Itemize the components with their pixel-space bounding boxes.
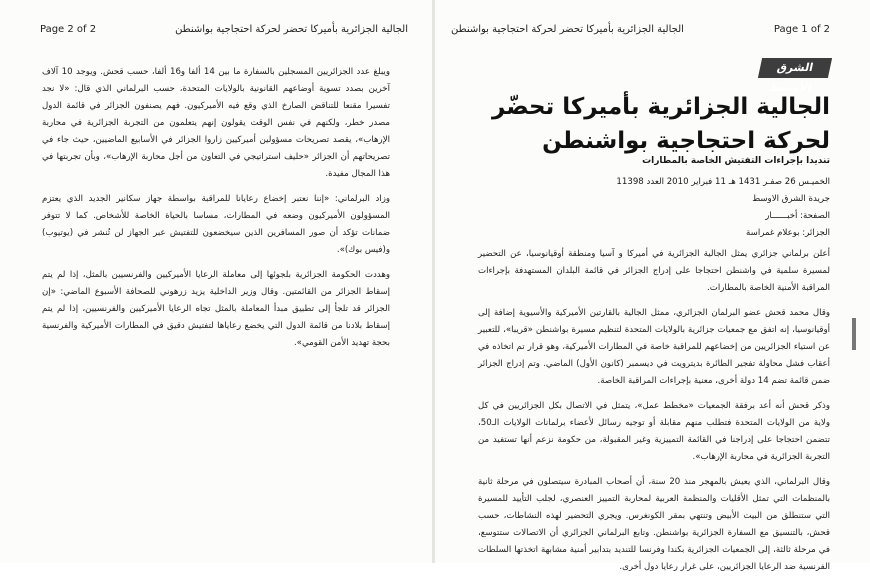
right-paragraph-4: وقال البرلماني، الذي يعيش بالمهجر منذ 20 سنة، أن أصحاب المبادرة سيتصلون في مرحلة ثانية بالمنظمات التي تمثل الأقليات والمنظمة العربية لمحاربة التمييز العنصري، لجلب التأييد للمسيرة التي ستنطلق من البيت الأبيض وتنتهي بمقر الكونغرس. ويجري التحضير لهذه النشاطات، حسب قحش، بالتنسيق مع السفارة الجزائرية بواشنطن. وتابع البرلماني الجزائري أن الاتصالات ستتوسع، في مرحلة ثالثة، إلى الجمعيات الجزائرية بكندا وفرنسا للتنديد بتدابير أمنية مشابهة اتخذتها السلطات الفرنسية ضد الرعايا الجزائريين، على غرار رعايا دول أخرى. bbox=[478, 477, 830, 572]
right-paragraph-3: وذكر قحش أنه أعد برفقة الجمعيات «مخطط عمل»، يتمثل في الاتصال بكل الجزائريين في كل ولاية من الولايات المتحدة فتطلب منهم مقابلة أو توجيه رسائل لأعضاء برلمانات الولايات الـ50، تتضمن احتجاجا على إدراجنا في القائمة التمييزية وغير المقبولة، من حكومة نزعم أنها تستفيد من التجربة الجزائرية في محاربة الإرهاب». bbox=[478, 401, 830, 462]
right-paragraph-2: وقال محمد قحش عضو البرلمان الجزائري، ممثل الجالية بالقارتين الأميركية والأسيوية إضافة إلى أوقيانوسيا، إنه اتفق مع جمعيات جزائرية بالولايات المتحدة لتنظيم مسيرة بواشنطن «قريبا»، للتعبير عن استياء الجزائريين من إخضاعهم للمراقبة خاصة في المطارات الأميركية، وهو قرار تم اتخاذه في أعقاب فشل محاولة تفجير الطائرة بديترويت في ديسمبر (كانون الأول) الماضي. وتم إدراج الجزائر ضمن قائمة تضم 14 دولة أخرى، معنية بإجراءات المراقبة الخاصة. bbox=[478, 308, 830, 386]
article-meta bbox=[530, 174, 830, 242]
left-page bbox=[0, 0, 432, 563]
left-paragraph-1: ويبلغ عدد الجزائريين المسجلين بالسفارة ما بين 14 ألفا و16 ألفا، حسب قحش. ويوجد 10 آلاف آخرين بصدد تسوية أوضاعهم القانونية بالولايات المتحدة، حسب البرلماني الذي قال: «لا نجد تفسيرا مقنعا للتناقض الصارخ الذي وقع فيه الأميركيون. فهم يصنفون الجزائر في قائمة الدول مصدر خطر، ولكنهم في نفس الوقت يقولون إنهم يتعلمون من التجربة الجزائرية في محاربة الإرهاب»، يقصد تصريحات مسؤولين أميركيين زاروا الجزائر في الأسابيع الماضيين، حيث جاء في تصريحاتهم أن الجزائر «حليف استراتيجي في التعاون من أجل محاربة الإرهاب»، وبأن تجربتها في هذا المجال مفيدة. bbox=[42, 67, 390, 179]
right-header-title: الجالية الجزائرية بأميركا تحضر لحركة احتجاجية بواشنطن bbox=[451, 24, 684, 35]
section-name: الصفحة: أخبــــــار bbox=[765, 211, 830, 221]
right-page bbox=[435, 0, 870, 572]
left-article-body bbox=[42, 64, 390, 352]
date-line: الخميـس 26 صفـر 1431 هـ 11 فبراير 2010 العدد 11398 bbox=[616, 177, 830, 187]
newspaper-name: جريدة الشرق الاوسط bbox=[752, 194, 830, 204]
right-page-number: Page 1 of 2 bbox=[773, 24, 830, 35]
byline: الجزائر: بوعلام غمراسة bbox=[746, 228, 830, 238]
article-headline: الجالية الجزائرية بأميركا تحضّر لحركة احتجاجية بواشنطن bbox=[492, 94, 830, 154]
scan-mark bbox=[852, 318, 856, 350]
left-paragraph-3: وهددت الحكومة الجزائرية بلجوئها إلى معاملة الرعايا الأميركيين والفرنسيين بالمثل، إذا لم يتم إسقاط الجزائر من القائمتين. وقال وزير الداخلية يزيد زرهوني للصحافة الأسبوع الماضي: «إن الجزائر قد تلجأ إلى تطبيق مبدأ المعاملة بالمثل تجاه الرعايا الأميركيين والفرنسيين، إذا لم يتم إسقاط بلادنا من قائمة الدول التي يخضع رعاياها لتفتيش دقيق في المطارات الأميركية والفرنسية بحجة تهديد الأمن القومي». bbox=[42, 270, 390, 348]
right-paragraph-1: أعلن برلماني جزائري يمثل الجالية الجزائرية في أميركا و آسيا ومنطقة أوقيانوسيا، عن التحضير لمسيرة سلمية في واشنطن احتجاجا على إدراج الجزائر في قائمة البلدان المستهدفة بإجراءات المراقبة الأمنية الخاصة بالمطارات. bbox=[478, 249, 830, 293]
left-page-number: Page 2 of 2 bbox=[40, 24, 97, 35]
right-article-body bbox=[478, 246, 830, 576]
left-header-title: الجالية الجزائرية بأميركا تحضر لحركة احتجاجية بواشنطن bbox=[175, 24, 408, 35]
newspaper-logo: الشرق الأوسط bbox=[758, 58, 832, 78]
article-subheadline: تنديدا بإجراءات التفتيش الخاصة بالمطارات bbox=[642, 156, 830, 166]
left-paragraph-2: وزاد البرلماني: «إننا نعتبر إخضاع رعايانا للمراقبة بواسطة جهاز سكانير الجديد الذي يعتزم المسؤولون الأميركيون وضعه في المطارات، مساسا بالحياة الخاصة للأشخاص. كما لا تتوفر ضمانات تؤكد أن صور المسافرين الذين سيخضعون للتفتيش عبر الجهاز لن تُنشر في (يوتيوب) و(فيس بوك)». bbox=[42, 194, 390, 255]
